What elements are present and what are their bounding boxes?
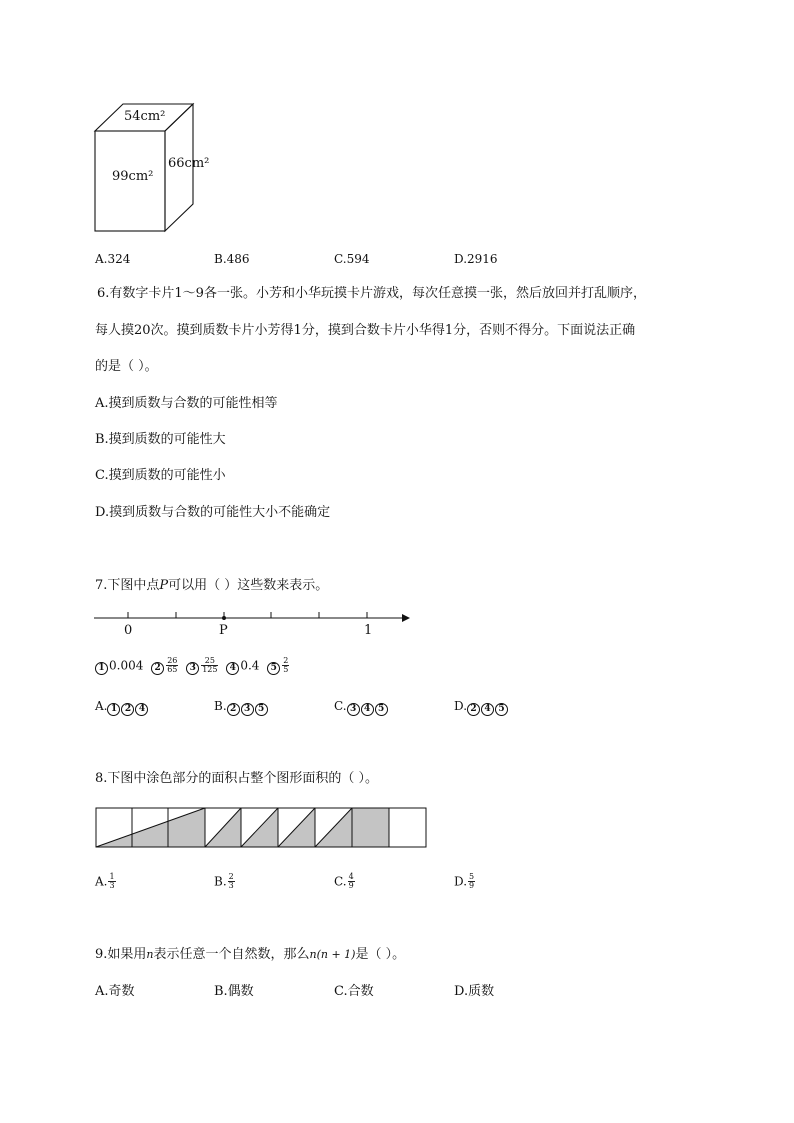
q6-option-c[interactable]: C.摸到质数的可能性小	[95, 468, 226, 483]
circled-5: 5	[375, 703, 388, 716]
q9-stem-post: 是（ ）。	[355, 947, 406, 962]
q7-option-a[interactable]	[95, 700, 149, 716]
q6-option-a[interactable]: A.摸到质数与合数的可能性相等	[95, 396, 278, 411]
circled-5: 5	[495, 703, 508, 716]
q7-stem	[95, 579, 328, 592]
q9-stem-pre: 9.如果用	[95, 947, 147, 962]
q7-option-d-letter: D.	[454, 699, 468, 713]
q8-option-b-letter: B.	[214, 874, 227, 889]
numerator: 4	[348, 872, 354, 881]
circled-2: 2	[151, 662, 164, 675]
q6-stem-line1: 6.有数字卡片1～9各一张。小芳和小华玩摸卡片游戏，每次任意摸一张，然后放回并打乱顺序，	[97, 286, 646, 301]
q8-option-d-letter: D.	[454, 874, 468, 889]
q6-option-d[interactable]: D.摸到质数与合数的可能性大小不能确定	[95, 505, 331, 520]
circled-4: 4	[226, 662, 239, 675]
circled-4: 4	[361, 703, 374, 716]
q8-option-c-fraction	[348, 873, 355, 891]
denominator: 3	[228, 881, 234, 891]
q8-option-a[interactable]	[95, 873, 116, 891]
q8-stem: 8.下图中涂色部分的面积占整个图形面积的（ ）。	[95, 771, 379, 786]
q8-option-a-letter: A.	[95, 874, 108, 889]
circled-2: 2	[467, 703, 480, 716]
q7-option-d[interactable]	[454, 700, 509, 716]
numerator: 1	[109, 872, 115, 881]
q6-stem-line3: 的是（ ）。	[95, 359, 158, 374]
shaded-strip-figure	[95, 807, 427, 849]
circled-4: 4	[481, 703, 494, 716]
q9-option-c[interactable]: C.合数	[334, 984, 374, 999]
item-1-value: 0.004	[109, 658, 144, 673]
q8-option-b-fraction	[228, 873, 235, 891]
q7-stem-var: P	[159, 578, 169, 593]
item-3-numerator: 25	[201, 657, 218, 666]
q6-stem-line2: 每人摸20次。摸到质数卡片小芳得1分，摸到合数卡片小华得1分，否则不得分。下面说法正确	[95, 323, 636, 338]
q7-option-c-letter: C.	[334, 699, 347, 713]
q8-option-c[interactable]	[334, 873, 355, 891]
circled-3: 3	[241, 703, 254, 716]
q5-option-c[interactable]: C.594	[334, 252, 370, 266]
q9-option-a[interactable]: A.奇数	[95, 984, 135, 999]
q8-option-b[interactable]	[214, 873, 235, 891]
cuboid-side-label: 66cm²	[168, 156, 210, 171]
item-4-value: 0.4	[240, 658, 260, 673]
circled-3: 3	[347, 703, 360, 716]
denominator: 9	[469, 881, 475, 891]
q7-option-a-letter: A.	[95, 699, 108, 713]
denominator: 3	[109, 881, 115, 891]
q5-option-a[interactable]: A.324	[95, 252, 131, 266]
numberline-label-1: 1	[364, 623, 373, 638]
cuboid-front-label: 99cm²	[112, 169, 154, 184]
q7-items	[95, 657, 289, 675]
numerator: 2	[228, 872, 234, 881]
item-3-fraction	[201, 657, 218, 675]
q8-option-c-letter: C.	[334, 874, 347, 889]
q7-stem-post: 可以用（ ）这些数来表示。	[168, 578, 329, 593]
numberline-label-0: 0	[124, 623, 133, 638]
q7-option-b[interactable]	[214, 700, 269, 716]
circled-1: 1	[95, 662, 108, 675]
q8-option-a-fraction	[108, 873, 115, 891]
q9-expression: n(n + 1)	[309, 948, 356, 961]
cuboid-top-label: 54cm²	[124, 109, 166, 124]
circled-1: 1	[107, 703, 120, 716]
item-5-fraction	[282, 657, 289, 675]
item-5-numerator: 2	[283, 656, 289, 665]
item-2-denominator: 65	[167, 665, 178, 675]
q7-stem-pre: 7.下图中点	[95, 578, 160, 593]
item-2-numerator: 26	[167, 656, 178, 665]
q8-option-d[interactable]	[454, 873, 475, 891]
q7-option-b-letter: B.	[214, 699, 227, 713]
item-5-denominator: 5	[283, 665, 289, 675]
q8-option-d-fraction	[468, 873, 475, 891]
q7-option-c[interactable]	[334, 700, 389, 716]
circled-4: 4	[135, 703, 148, 716]
q9-option-b[interactable]: B.偶数	[214, 984, 254, 999]
circled-2: 2	[227, 703, 240, 716]
circled-5: 5	[267, 662, 280, 675]
q5-option-d[interactable]: D.2916	[454, 252, 498, 266]
circled-2: 2	[121, 703, 134, 716]
q9-stem-mid: 表示任意一个自然数，那么	[153, 947, 310, 962]
circled-3: 3	[186, 662, 199, 675]
q6-option-b[interactable]: B.摸到质数的可能性大	[95, 432, 226, 447]
numerator: 5	[469, 872, 475, 881]
q9-var: n	[146, 948, 154, 961]
q9-stem	[95, 948, 405, 961]
q9-option-d[interactable]: D.质数	[454, 984, 495, 999]
numberline-label-p: P	[219, 623, 228, 638]
denominator: 9	[348, 881, 354, 891]
circled-5: 5	[255, 703, 268, 716]
item-3-denominator: 125	[202, 665, 218, 675]
q5-option-b[interactable]: B.486	[214, 252, 250, 266]
item-2-fraction	[166, 657, 178, 675]
